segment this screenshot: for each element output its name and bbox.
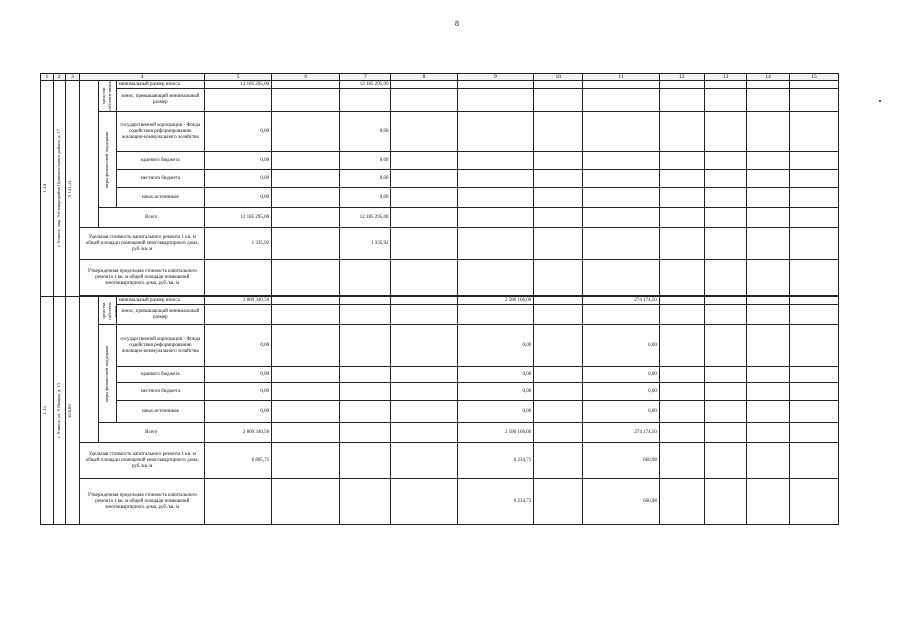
row-label: местного бюджета xyxy=(116,170,204,188)
table-row xyxy=(41,479,839,525)
value-cell: 274 174,50 xyxy=(583,423,660,443)
value-cell: 0,00 xyxy=(340,152,391,170)
page-number: 8 xyxy=(455,19,459,28)
row-label: краевого бюджета xyxy=(116,367,204,383)
value-cell: 6 234,73 xyxy=(457,443,534,479)
row-label: Удельная стоимость капитального ремонта 1 кв. м общей площади помещений многоквартирного дома, руб./кв. м xyxy=(80,228,205,260)
row-number: 1.14 xyxy=(41,81,54,297)
value-cell: 6 895,71 xyxy=(205,443,272,479)
table-row xyxy=(41,81,839,89)
value-cell: 2 860 340,50 xyxy=(205,423,272,443)
value-cell: 0,00 xyxy=(340,188,391,208)
value-cell: 0,00 xyxy=(583,325,660,367)
table-row xyxy=(41,188,839,208)
value-cell: 0,00 xyxy=(457,325,534,367)
col-header: 11 xyxy=(583,74,660,81)
value-cell: 0,00 xyxy=(205,325,272,367)
value-cell: 0,00 xyxy=(205,383,272,401)
row-label: государственной корпорации - Фонда содействия реформированию жилищно-коммунального хозяйства xyxy=(116,325,204,367)
row-label: минимальный размер взноса xyxy=(116,297,204,305)
col-header: 9 xyxy=(457,74,534,81)
row-label: местного бюджета xyxy=(116,383,204,401)
value-cell: 0,00 xyxy=(205,170,272,188)
table-row xyxy=(41,383,839,401)
value-cell: 274 174,50 xyxy=(583,297,660,305)
value-cell: 0,00 xyxy=(457,367,534,383)
address-cell: г. Ачинск, мкр. 3-й микрорайон Привокзального района, д. 17 xyxy=(53,81,65,297)
table-row xyxy=(41,401,839,423)
col-header: 12 xyxy=(659,74,704,81)
value-cell: 0,00 xyxy=(583,383,660,401)
row-label: Всего xyxy=(98,423,205,443)
row-label: иных источников xyxy=(116,401,204,423)
table-row xyxy=(41,228,839,260)
area-cell: 9 121,31 xyxy=(65,81,80,297)
value-cell: 0,00 xyxy=(205,401,272,423)
table-row xyxy=(41,325,839,367)
row-label: иных источников xyxy=(116,188,204,208)
row-number: 1.15 xyxy=(41,297,54,525)
value-cell: 2 586 166,00 xyxy=(457,297,534,305)
table-row xyxy=(41,367,839,383)
row-label: Удельная стоимость капитального ремонта 1 кв. м общей площади помещений многоквартирного дома, руб./кв. м xyxy=(80,443,205,479)
table-row xyxy=(41,423,839,443)
table-row xyxy=(41,305,839,325)
row-label: взнос, превышающий минимальный размер xyxy=(116,305,204,325)
value-cell: 0,00 xyxy=(583,367,660,383)
value-cell: 0,00 xyxy=(205,367,272,383)
row-label: минимальный размер взноса xyxy=(116,81,204,89)
fin-support-label: меры финансовой поддержки xyxy=(98,325,116,423)
column-number-row xyxy=(41,74,839,81)
address-cell: г. Ачинск, ул. 9 Января, д. 13 xyxy=(53,297,65,525)
row-label: государственной корпорации - Фонда содействия реформированию жилищно-коммунального хозяйства xyxy=(116,112,204,152)
value-cell: 0,00 xyxy=(205,112,272,152)
sources-group xyxy=(80,81,98,228)
table-row xyxy=(41,112,839,152)
value-cell: 660,98 xyxy=(583,479,660,525)
value-cell: 0,00 xyxy=(457,401,534,423)
row-label: краевого бюджета xyxy=(116,152,204,170)
value-cell: 12 185 295,00 xyxy=(340,208,391,228)
value-cell: 2 860 340,50 xyxy=(205,297,272,305)
value-cell: 6 234,73 xyxy=(457,479,534,525)
table-row xyxy=(41,208,839,228)
value-cell: 1 335,92 xyxy=(205,228,272,260)
col-header: 5 xyxy=(205,74,272,81)
row-label: Утвержденная предельная стоимость капитального ремонта 1 кв. м общей площади помещений многоквартирного дома, руб./кв. м xyxy=(80,260,205,296)
col-header: 1 xyxy=(41,74,54,81)
value-cell: 0,00 xyxy=(340,112,391,152)
capital-repair-table xyxy=(40,73,839,525)
value-cell: 0,00 xyxy=(205,152,272,170)
table-row xyxy=(41,152,839,170)
area-cell: 414,80 xyxy=(65,297,80,525)
col-header: 2 xyxy=(53,74,65,81)
value-cell: 0,00 xyxy=(583,401,660,423)
col-header: 15 xyxy=(789,74,838,81)
owners-funds-label: средства собствен-ников xyxy=(98,297,116,325)
col-header: 8 xyxy=(391,74,457,81)
row-label: Утвержденная предельная стоимость капитального ремонта 1 кв. м общей площади помещений многоквартирного дома, руб./кв. м xyxy=(80,479,205,525)
table-row xyxy=(41,297,839,305)
table-row xyxy=(41,443,839,479)
value-cell: 0,00 xyxy=(205,188,272,208)
fin-support-label: меры финансовой поддержки xyxy=(98,112,116,208)
col-header: 4 xyxy=(80,74,205,81)
scan-speck xyxy=(879,100,881,102)
value-cell: 660,98 xyxy=(583,443,660,479)
col-header: 14 xyxy=(747,74,790,81)
sources-group xyxy=(80,297,98,443)
col-header: 6 xyxy=(272,74,340,81)
value-cell: 12 185 295,00 xyxy=(205,208,272,228)
row-label: взнос, превышающий минимальный размер xyxy=(116,89,204,112)
value-cell: 12 185 295,00 xyxy=(205,81,272,89)
value-cell: 12 185 295,00 xyxy=(340,81,391,89)
table-row xyxy=(41,170,839,188)
col-header: 13 xyxy=(704,74,747,81)
owners-funds-label: средства собствен-ников xyxy=(98,81,116,112)
table-row xyxy=(41,260,839,296)
table-row xyxy=(41,89,839,112)
col-header: 3 xyxy=(65,74,80,81)
col-header: 10 xyxy=(534,74,583,81)
value-cell: 1 335,92 xyxy=(340,228,391,260)
value-cell: 0,00 xyxy=(457,383,534,401)
col-header: 7 xyxy=(340,74,391,81)
value-cell: 2 586 166,00 xyxy=(457,423,534,443)
row-label: Всего xyxy=(98,208,205,228)
value-cell: 0,00 xyxy=(340,170,391,188)
